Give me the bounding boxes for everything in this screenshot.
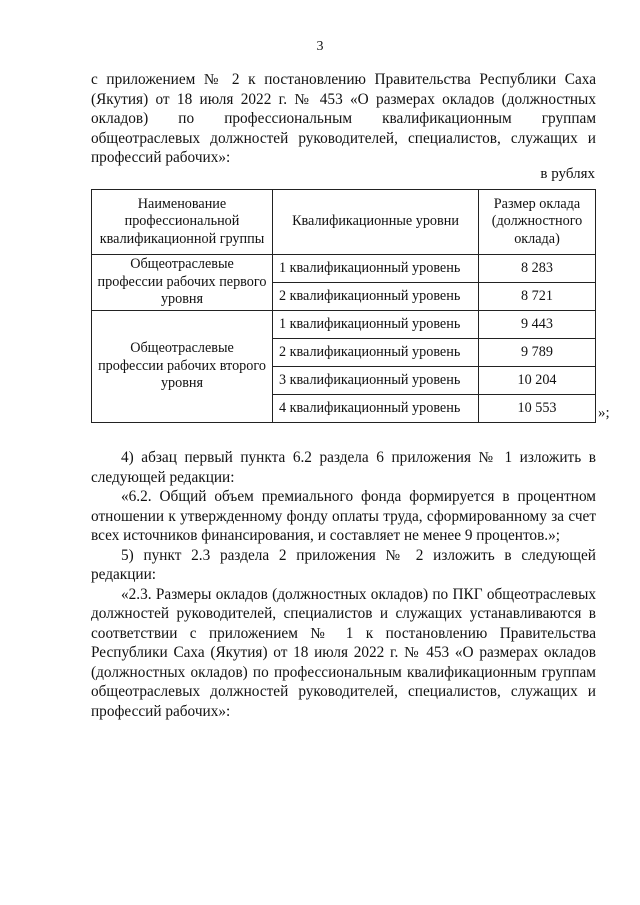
quoted-paragraph-6-2: «6.2. Общий объем премиального фонда формируется в процентном отношении к утвержденному фонду оплаты труда, сформированному за счет всех источников финансирования, и составляет не менее 9 процентов.»;	[91, 488, 596, 544]
header-group-name: Наименование профессиональной квалификационной группы	[92, 190, 273, 255]
table-closing-mark: »;	[598, 405, 610, 421]
level-cell: 2 квалификационный уровень	[273, 339, 479, 367]
salary-table	[91, 189, 596, 423]
level-cell: 4 квалификационный уровень	[273, 395, 479, 423]
level-cell: 2 квалификационный уровень	[273, 283, 479, 311]
paragraph-item-4: 4) абзац первый пункта 6.2 раздела 6 приложения № 1 изложить в следующей редакции:	[91, 449, 596, 486]
table-row	[92, 311, 596, 339]
level-cell: 3 квалификационный уровень	[273, 367, 479, 395]
header-levels: Квалификационные уровни	[273, 190, 479, 255]
salary-cell: 10 204	[479, 367, 596, 395]
table-header-row	[92, 190, 596, 255]
level-cell: 1 квалификационный уровень	[273, 255, 479, 283]
salary-cell: 9 789	[479, 339, 596, 367]
salary-cell: 8 283	[479, 255, 596, 283]
header-salary: Размер оклада (должностного оклада)	[479, 190, 596, 255]
level-cell: 1 квалификационный уровень	[273, 311, 479, 339]
intro-paragraph: с приложением № 2 к постановлению Правительства Республики Саха (Якутия) от 18 июля 2022 г. № 453 «О размерах окладов (должностных окладов) по профессиональным квалификационным группам общеотраслевых должностей руководителей, специалистов, служащих и профессий рабочих»:	[91, 71, 596, 166]
group-name-cell: Общеотраслевые профессии рабочих второго уровня	[92, 311, 273, 423]
group-name-cell: Общеотраслевые профессии рабочих первого уровня	[92, 255, 273, 311]
quoted-paragraph-2-3: «2.3. Размеры окладов (должностных окладов) по ПКГ общеотраслевых должностей руководителей, специалистов и служащих устанавливаются в соответствии с приложением № 1 к постановлению Правительства Республики Саха (Якутия) от 18 июля 2022 г. № 453 «О размерах окладов (должностных окладов) по профессиональным квалификационным группам общеотраслевых должностей руководителей, специалистов, служащих и профессий рабочих»:	[91, 585, 596, 720]
page-number: 3	[316, 39, 324, 54]
salary-cell: 9 443	[479, 311, 596, 339]
paragraph-item-5: 5) пункт 2.3 раздела 2 приложения № 2 изложить в следующей редакции:	[91, 546, 596, 583]
intro-text-block	[91, 70, 596, 168]
salary-cell: 10 553	[479, 395, 596, 423]
body-text-block	[91, 448, 596, 721]
salary-cell: 8 721	[479, 283, 596, 311]
unit-label: в рублях	[540, 166, 595, 182]
table-row	[92, 255, 596, 283]
